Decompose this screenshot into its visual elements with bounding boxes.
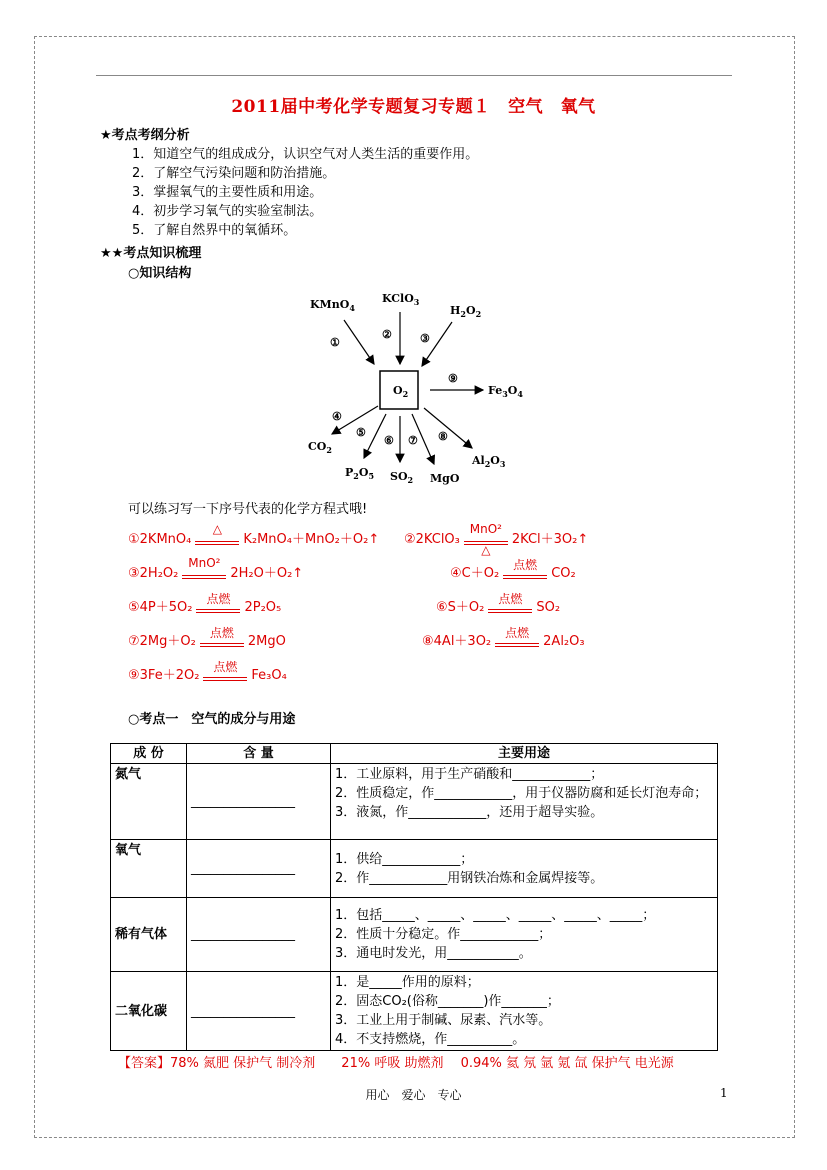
equation-reactants: ⑨3Fe＋2O₂ xyxy=(128,668,200,683)
equation-reactants: ④C＋O₂ xyxy=(450,566,500,581)
condition-above: 点燃 xyxy=(209,625,234,640)
use-line: 2．固态CO₂(俗称_______)作_______； xyxy=(335,994,560,1009)
table-row xyxy=(111,972,718,1051)
reaction-condition xyxy=(503,557,547,581)
section-label: 知识结构 xyxy=(139,266,192,281)
arrow-5 xyxy=(364,414,386,458)
equation-reactants: ⑧4Al＋3O₂ xyxy=(422,634,492,649)
equation xyxy=(450,557,576,581)
section-heading-outline xyxy=(100,124,190,143)
uses-cell xyxy=(331,898,718,972)
use-line: 2．性质十分稳定。作____________； xyxy=(335,927,552,942)
air-components-table xyxy=(110,743,718,1051)
condition-above: 点燃 xyxy=(498,591,523,606)
use-line: 1．是_____作用的原料； xyxy=(335,975,480,990)
equation-products: 2MgO xyxy=(247,634,286,649)
reaction-condition xyxy=(464,521,508,557)
equation-products: K₂MnO₄＋MnO₂＋O₂↑ xyxy=(243,532,380,547)
section-heading-topic-one xyxy=(128,708,295,727)
equation-products: 2P₂O₅ xyxy=(244,600,282,615)
page-title: 2011届中考化学专题复习专题１ 空气 氧气 xyxy=(231,97,596,117)
equation-reactants: ⑦2Mg＋O₂ xyxy=(128,634,196,649)
component-name: 氧气 xyxy=(111,840,187,898)
section-label: 考点知识梳理 xyxy=(123,246,202,261)
kmno4-label: KMnO$_4$ xyxy=(310,298,355,313)
arrow-1 xyxy=(344,320,374,364)
reaction-condition xyxy=(495,625,539,649)
so2-label: $SO_2$ xyxy=(390,470,414,485)
num-9: ⑨ xyxy=(448,372,458,385)
use-line: 2．作____________用钢铁冶炼和金属焊接等。 xyxy=(335,870,604,886)
num-4: ④ xyxy=(332,410,342,423)
mgo-label: MgO xyxy=(430,472,460,485)
equation xyxy=(422,625,585,649)
equation-reactants: ⑤4P＋5O₂ xyxy=(128,600,193,615)
reaction-condition xyxy=(195,521,239,547)
table-row xyxy=(111,764,718,840)
circle-bullet-icon: ○ xyxy=(128,266,140,281)
equation-reactants: ①2KMnO₄ xyxy=(128,532,192,547)
uses-cell xyxy=(331,840,718,898)
reaction-condition xyxy=(200,625,244,649)
equation xyxy=(128,555,304,581)
table-header-row xyxy=(111,744,718,764)
uses-cell xyxy=(331,764,718,840)
table-row xyxy=(111,840,718,898)
equation xyxy=(128,521,380,547)
equation-reactants: ③2H₂O₂ xyxy=(128,566,179,581)
co2-label: $CO_2$ xyxy=(308,440,332,455)
objective-item: 2．了解空气污染问题和防治措施。 xyxy=(132,166,336,181)
equation xyxy=(128,591,282,615)
equation xyxy=(128,659,287,683)
condition-above: MnO² xyxy=(188,555,221,570)
use-line: 3．工业上用于制碱、尿素、汽水等。 xyxy=(335,1013,552,1028)
objective-item: 1．知道空气的组成成分，认识空气对人类生活的重要作用。 xyxy=(132,147,479,162)
condition-below: △ xyxy=(481,542,491,557)
num-5: ⑤ xyxy=(356,426,366,439)
header-rule xyxy=(96,75,732,76)
equation-products: CO₂ xyxy=(551,566,576,581)
oxygen-relation-diagram xyxy=(300,288,540,488)
page-number: 1 xyxy=(720,1086,728,1100)
use-line: 3．通电时发光，用___________。 xyxy=(335,946,532,961)
condition-above: △ xyxy=(212,521,222,536)
p2o5-label: $P_2O_5$ xyxy=(345,466,375,481)
equation xyxy=(128,625,286,649)
num-7: ⑦ xyxy=(408,434,418,447)
condition-above: 点燃 xyxy=(513,557,538,572)
equation-products: 2Al₂O₃ xyxy=(543,634,585,649)
star-icon: ★ xyxy=(100,128,112,143)
equation-products: SO₂ xyxy=(536,600,561,615)
arrow-8 xyxy=(424,408,472,448)
reaction-condition xyxy=(203,659,247,683)
condition-above: 点燃 xyxy=(505,625,530,640)
equation-products: Fe₃O₄ xyxy=(251,668,287,683)
footer-motto: 用心 爱心 专心 xyxy=(365,1088,462,1102)
use-line: 1．工业原料，用于生产硝酸和____________； xyxy=(335,767,604,782)
objective-item: 5．了解自然界中的氧循环。 xyxy=(132,223,297,238)
equation xyxy=(404,521,589,557)
component-name: 氮气 xyxy=(111,764,187,840)
use-line: 3．液氮，作____________，还用于超导实验。 xyxy=(335,805,604,820)
use-line: 2．性质稳定，作____________，用于仪器防腐和延长灯泡寿命； xyxy=(335,786,708,801)
kclo3-label: KClO$_3$ xyxy=(382,292,420,307)
use-line: 4．不支持燃烧，作__________。 xyxy=(335,1032,526,1047)
condition-above: 点燃 xyxy=(213,659,238,674)
reaction-condition xyxy=(488,591,532,615)
practice-prompt: 可以练习写一下序号代表的化学方程式哦! xyxy=(128,502,368,517)
condition-above: 点燃 xyxy=(206,591,231,606)
al2o3-label: $Al_2O_3$ xyxy=(472,454,506,469)
table-row xyxy=(111,898,718,972)
component-name: 稀有气体 xyxy=(111,898,187,972)
num-1: ① xyxy=(330,336,340,349)
equation-reactants: ②2KClO₃ xyxy=(404,532,460,547)
amount-blank: ________________ xyxy=(187,840,331,898)
equation xyxy=(436,591,561,615)
num-2: ② xyxy=(382,328,392,341)
amount-blank: ________________ xyxy=(187,972,331,1051)
section-label: 考点一 空气的成分与用途 xyxy=(139,712,296,727)
use-line: 1．包括_____、_____、_____、_____、_____、_____； xyxy=(335,908,656,923)
section-heading-structure xyxy=(128,262,191,281)
equation-reactants: ⑥S＋O₂ xyxy=(436,600,485,615)
num-3: ③ xyxy=(420,332,430,345)
answer-key: 【答案】78% 氮肥 保护气 制冷剂 21% 呼吸 助燃剂 0.94% 氦 氖 氩 氪 氙 保护气 电光源 xyxy=(118,1056,674,1071)
reaction-condition xyxy=(182,555,226,581)
column-header: 主要用途 xyxy=(331,744,718,764)
column-header: 含 量 xyxy=(187,744,331,764)
o2-label: $O_2$ xyxy=(393,384,409,399)
amount-blank: ________________ xyxy=(187,764,331,840)
section-label: 考点考纲分析 xyxy=(111,128,190,143)
use-line: 1．供给____________； xyxy=(335,851,474,867)
amount-blank: ________________ xyxy=(187,898,331,972)
reaction-condition xyxy=(196,591,240,615)
column-header: 成 份 xyxy=(111,744,187,764)
h2o2-label: $H_2O_2$ xyxy=(450,304,482,319)
fe3o4-label: $Fe_3O_4$ xyxy=(488,384,523,399)
objective-item: 3．掌握氧气的主要性质和用途。 xyxy=(132,185,323,200)
equation-products: 2H₂O＋O₂↑ xyxy=(230,566,304,581)
component-name: 二氧化碳 xyxy=(111,972,187,1051)
star-icon: ★★ xyxy=(100,246,124,261)
section-heading-knowledge xyxy=(100,242,201,261)
circle-bullet-icon: ○ xyxy=(128,712,140,727)
condition-above: MnO² xyxy=(469,521,502,536)
objective-list xyxy=(132,145,478,240)
num-8: ⑧ xyxy=(438,430,448,443)
objective-item: 4．初步学习氧气的实验室制法。 xyxy=(132,204,323,219)
num-6: ⑥ xyxy=(384,434,394,447)
uses-cell xyxy=(331,972,718,1051)
equation-products: 2KCl＋3O₂↑ xyxy=(511,532,589,547)
